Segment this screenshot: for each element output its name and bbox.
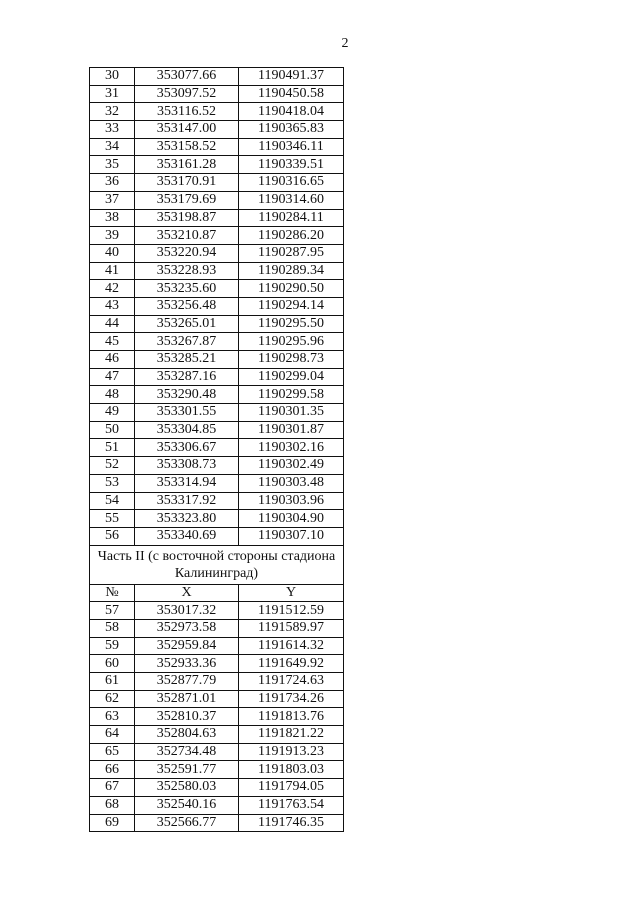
header-x: X [135, 584, 239, 602]
cell-y: 1190418.04 [239, 103, 344, 121]
cell-number: 51 [90, 439, 135, 457]
cell-x: 353301.55 [135, 404, 239, 422]
cell-y: 1190302.49 [239, 457, 344, 475]
cell-x: 353304.85 [135, 421, 239, 439]
cell-number: 49 [90, 404, 135, 422]
cell-number: 52 [90, 457, 135, 475]
cell-y: 1190290.50 [239, 280, 344, 298]
table-row [90, 333, 344, 351]
cell-number: 54 [90, 492, 135, 510]
cell-number: 30 [90, 68, 135, 86]
table-row [90, 673, 344, 691]
cell-number: 68 [90, 796, 135, 814]
table-row [90, 761, 344, 779]
page-number: 2 [341, 36, 349, 51]
cell-y: 1191803.03 [239, 761, 344, 779]
cell-y: 1190303.96 [239, 492, 344, 510]
cell-x: 353220.94 [135, 244, 239, 262]
table-row [90, 457, 344, 475]
cell-x: 352734.48 [135, 743, 239, 761]
cell-y: 1190284.11 [239, 209, 344, 227]
table-part-1 [90, 68, 344, 546]
cell-y: 1190316.65 [239, 174, 344, 192]
table-row [90, 510, 344, 528]
cell-x: 353314.94 [135, 474, 239, 492]
table-row [90, 637, 344, 655]
table-row [90, 743, 344, 761]
header-row [90, 584, 344, 602]
cell-x: 352540.16 [135, 796, 239, 814]
cell-x: 352973.58 [135, 619, 239, 637]
cell-y: 1190301.35 [239, 404, 344, 422]
cell-x: 353317.92 [135, 492, 239, 510]
cell-y: 1190303.48 [239, 474, 344, 492]
cell-x: 353210.87 [135, 227, 239, 245]
cell-y: 1191794.05 [239, 779, 344, 797]
cell-number: 57 [90, 602, 135, 620]
cell-y: 1191512.59 [239, 602, 344, 620]
cell-y: 1191746.35 [239, 814, 344, 832]
cell-x: 353265.01 [135, 315, 239, 333]
cell-x: 353179.69 [135, 191, 239, 209]
cell-y: 1190339.51 [239, 156, 344, 174]
cell-x: 352810.37 [135, 708, 239, 726]
cell-y: 1191913.23 [239, 743, 344, 761]
cell-x: 353308.73 [135, 457, 239, 475]
cell-number: 62 [90, 690, 135, 708]
table-row [90, 262, 344, 280]
table-row [90, 708, 344, 726]
table-row [90, 368, 344, 386]
cell-x: 352566.77 [135, 814, 239, 832]
cell-number: 41 [90, 262, 135, 280]
table-row [90, 68, 344, 86]
table-part-2 [90, 602, 344, 832]
table-row [90, 297, 344, 315]
cell-number: 55 [90, 510, 135, 528]
cell-number: 36 [90, 174, 135, 192]
cell-x: 352959.84 [135, 637, 239, 655]
table-row [90, 103, 344, 121]
table-row [90, 404, 344, 422]
cell-y: 1190314.60 [239, 191, 344, 209]
cell-x: 353306.67 [135, 439, 239, 457]
cell-y: 1190299.58 [239, 386, 344, 404]
cell-x: 353323.80 [135, 510, 239, 528]
cell-x: 352580.03 [135, 779, 239, 797]
cell-x: 353147.00 [135, 121, 239, 139]
cell-x: 353116.52 [135, 103, 239, 121]
cell-number: 37 [90, 191, 135, 209]
cell-number: 31 [90, 85, 135, 103]
table-row [90, 439, 344, 457]
cell-y: 1190450.58 [239, 85, 344, 103]
table-row [90, 315, 344, 333]
cell-y: 1191821.22 [239, 726, 344, 744]
cell-x: 352871.01 [135, 690, 239, 708]
cell-number: 33 [90, 121, 135, 139]
table-row [90, 209, 344, 227]
cell-number: 46 [90, 351, 135, 369]
cell-y: 1191649.92 [239, 655, 344, 673]
cell-x: 353228.93 [135, 262, 239, 280]
header-number: № [90, 584, 135, 602]
cell-number: 48 [90, 386, 135, 404]
cell-y: 1190295.50 [239, 315, 344, 333]
table-row [90, 85, 344, 103]
cell-number: 38 [90, 209, 135, 227]
cell-x: 352804.63 [135, 726, 239, 744]
table-row [90, 779, 344, 797]
cell-number: 60 [90, 655, 135, 673]
cell-x: 353097.52 [135, 85, 239, 103]
table-row [90, 421, 344, 439]
cell-x: 353256.48 [135, 297, 239, 315]
cell-number: 66 [90, 761, 135, 779]
table-row [90, 121, 344, 139]
cell-number: 43 [90, 297, 135, 315]
cell-x: 353340.69 [135, 527, 239, 545]
cell-x: 353235.60 [135, 280, 239, 298]
cell-number: 69 [90, 814, 135, 832]
cell-number: 32 [90, 103, 135, 121]
table-row [90, 690, 344, 708]
cell-number: 53 [90, 474, 135, 492]
cell-number: 47 [90, 368, 135, 386]
table-row [90, 386, 344, 404]
cell-y: 1190346.11 [239, 138, 344, 156]
table-row [90, 474, 344, 492]
cell-number: 61 [90, 673, 135, 691]
cell-y: 1190307.10 [239, 527, 344, 545]
cell-y: 1190287.95 [239, 244, 344, 262]
table-row [90, 191, 344, 209]
cell-number: 58 [90, 619, 135, 637]
cell-x: 352591.77 [135, 761, 239, 779]
table-row [90, 796, 344, 814]
cell-number: 42 [90, 280, 135, 298]
header-y: Y [239, 584, 344, 602]
cell-number: 45 [90, 333, 135, 351]
cell-number: 63 [90, 708, 135, 726]
cell-x: 353287.16 [135, 368, 239, 386]
cell-x: 353158.52 [135, 138, 239, 156]
cell-y: 1191734.26 [239, 690, 344, 708]
cell-y: 1190295.96 [239, 333, 344, 351]
cell-y: 1190301.87 [239, 421, 344, 439]
cell-y: 1190302.16 [239, 439, 344, 457]
table-row [90, 814, 344, 832]
section-title-row [90, 545, 344, 584]
cell-x: 353161.28 [135, 156, 239, 174]
cell-number: 34 [90, 138, 135, 156]
cell-x: 353017.32 [135, 602, 239, 620]
cell-number: 44 [90, 315, 135, 333]
cell-y: 1190299.04 [239, 368, 344, 386]
cell-y: 1190289.34 [239, 262, 344, 280]
section-title: Часть II (с восточной стороны стадиона Калининград) [90, 545, 344, 584]
cell-y: 1191589.97 [239, 619, 344, 637]
cell-x: 352877.79 [135, 673, 239, 691]
cell-y: 1190365.83 [239, 121, 344, 139]
table-row [90, 227, 344, 245]
table-row [90, 602, 344, 620]
cell-x: 353170.91 [135, 174, 239, 192]
coordinates-table [89, 67, 344, 832]
cell-number: 35 [90, 156, 135, 174]
cell-number: 59 [90, 637, 135, 655]
cell-number: 56 [90, 527, 135, 545]
cell-y: 1191813.76 [239, 708, 344, 726]
cell-y: 1190298.73 [239, 351, 344, 369]
cell-number: 50 [90, 421, 135, 439]
table-row [90, 655, 344, 673]
table-row [90, 726, 344, 744]
cell-x: 353290.48 [135, 386, 239, 404]
cell-y: 1190286.20 [239, 227, 344, 245]
section-header-group [90, 545, 344, 602]
cell-y: 1190491.37 [239, 68, 344, 86]
cell-number: 39 [90, 227, 135, 245]
table-row [90, 156, 344, 174]
cell-y: 1191724.63 [239, 673, 344, 691]
cell-number: 65 [90, 743, 135, 761]
cell-y: 1190294.14 [239, 297, 344, 315]
table-row [90, 280, 344, 298]
cell-x: 353267.87 [135, 333, 239, 351]
cell-number: 64 [90, 726, 135, 744]
table-row [90, 138, 344, 156]
cell-x: 352933.36 [135, 655, 239, 673]
cell-y: 1191614.32 [239, 637, 344, 655]
cell-y: 1191763.54 [239, 796, 344, 814]
table-row [90, 527, 344, 545]
cell-x: 353285.21 [135, 351, 239, 369]
cell-x: 353198.87 [135, 209, 239, 227]
table-row [90, 244, 344, 262]
cell-y: 1190304.90 [239, 510, 344, 528]
cell-x: 353077.66 [135, 68, 239, 86]
table-row [90, 492, 344, 510]
cell-number: 67 [90, 779, 135, 797]
table-row [90, 174, 344, 192]
cell-number: 40 [90, 244, 135, 262]
table-row [90, 351, 344, 369]
table-row [90, 619, 344, 637]
